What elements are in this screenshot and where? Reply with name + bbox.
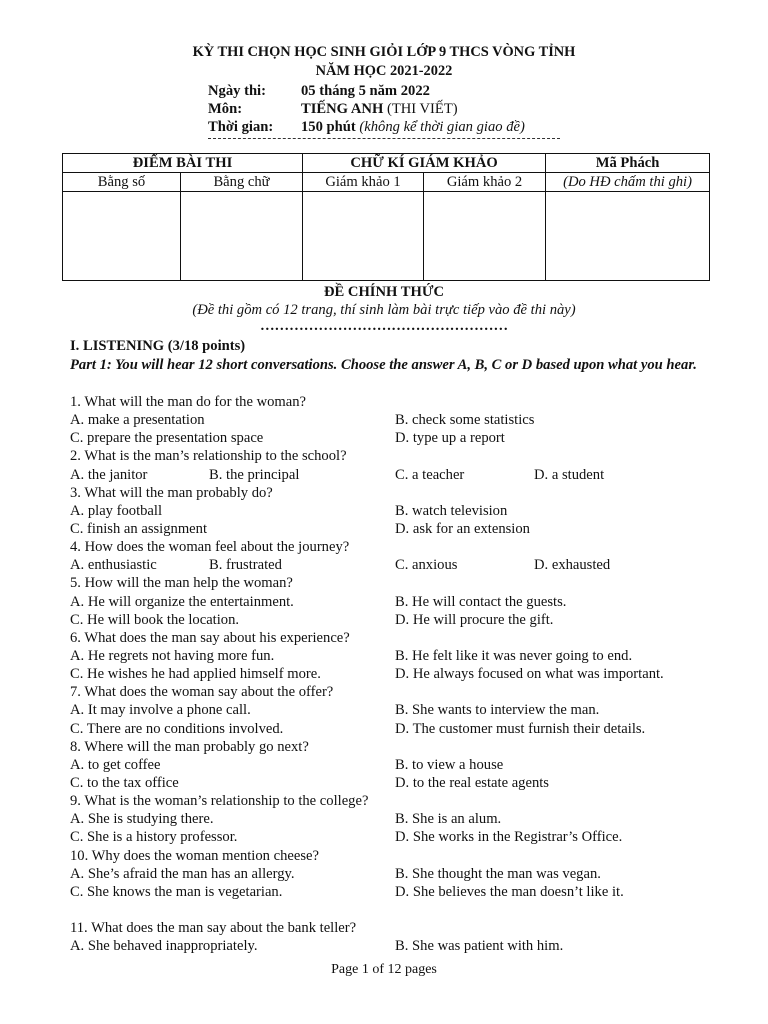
code-header: Mã Phách	[546, 154, 710, 173]
question-text: 1. What will the man do for the woman?	[70, 394, 307, 410]
question-item	[70, 792, 730, 846]
answer-option[interactable]: B. the principal	[209, 466, 300, 483]
answer-option[interactable]: D. He will procure the gift.	[395, 611, 554, 628]
part-instructions: Part 1: You will hear 12 short conversations. Choose the answer A, B, C or D based upon what you hear.	[70, 357, 697, 373]
answer-option[interactable]: B. to view a house	[395, 756, 504, 773]
school-year: NĂM HỌC 2021-2022	[315, 63, 453, 79]
options-row	[70, 502, 730, 520]
question-text: 5. How will the man help the woman?	[70, 575, 293, 592]
question-text: 7. What does the woman say about the offer?	[70, 684, 334, 701]
answer-option[interactable]: D. exhausted	[534, 557, 611, 574]
header-divider	[208, 138, 560, 139]
question-text: 3. What will the man probably do?	[70, 484, 273, 501]
question-text: 4. How does the woman feel about the journey?	[70, 539, 350, 556]
subject-value: TIẾNG ANH (THI VIẾT)	[301, 101, 458, 117]
score-in-number-header: Bằng số	[63, 173, 181, 192]
answer-option[interactable]: A. She is studying there.	[70, 811, 214, 828]
question-text: 2. What is the man’s relationship to the school?	[70, 448, 347, 465]
answer-option[interactable]: A. She’s afraid the man has an allergy.	[70, 865, 295, 882]
question-list	[70, 393, 730, 955]
answer-option[interactable]: D. type up a report	[395, 430, 505, 447]
answer-option[interactable]: B. He will contact the guests.	[395, 593, 567, 610]
answer-option[interactable]: B. watch television	[395, 502, 508, 519]
time-value: 150 phút (không kể thời gian giao đề)	[301, 119, 525, 135]
options-row	[70, 756, 730, 774]
answer-option[interactable]: A. She behaved inappropriately.	[70, 938, 258, 955]
exam-date-value: 05 tháng 5 năm 2022	[301, 83, 430, 99]
answer-option[interactable]: D. a student	[534, 466, 605, 483]
score-header: ĐIỂM BÀI THI	[63, 154, 303, 173]
section-heading: I. LISTENING (3/18 points)	[70, 338, 246, 354]
options-row	[70, 411, 730, 429]
options-row	[70, 865, 730, 883]
code-cell[interactable]	[546, 192, 710, 281]
answer-option[interactable]: A. to get coffee	[70, 756, 161, 773]
question-text: 8. Where will the man probably go next?	[70, 738, 309, 755]
answer-option[interactable]: B. She thought the man was vegan.	[395, 865, 601, 882]
answer-option[interactable]: B. check some statistics	[395, 412, 535, 429]
answer-option[interactable]: D. The customer must furnish their details.	[395, 720, 646, 737]
answer-option[interactable]: B. He felt like it was never going to end.	[395, 647, 633, 664]
question-item	[70, 447, 730, 483]
time-label: Thời gian:	[208, 119, 274, 135]
answer-option[interactable]: A. the janitor	[70, 466, 148, 483]
spacer	[70, 901, 730, 919]
question-item	[70, 484, 730, 538]
answer-option[interactable]: C. anxious	[395, 557, 458, 574]
options-row	[70, 556, 730, 574]
score-number-cell[interactable]	[63, 192, 181, 281]
question-item	[70, 847, 730, 901]
question-item	[70, 574, 730, 628]
answer-option[interactable]: D. to the real estate agents	[395, 774, 549, 791]
answer-option[interactable]: A. He will organize the entertainment.	[70, 593, 294, 610]
question-item	[70, 393, 730, 447]
question-item	[70, 629, 730, 683]
question-item	[70, 538, 730, 574]
answer-option[interactable]: B. She was patient with him.	[395, 938, 564, 955]
answer-option[interactable]: D. ask for an extension	[395, 520, 530, 537]
answer-option[interactable]: B. She wants to interview the man.	[395, 702, 600, 719]
answer-option[interactable]: C. There are no conditions involved.	[70, 720, 284, 737]
options-row	[70, 810, 730, 828]
options-row	[70, 429, 730, 447]
answer-option[interactable]: A. enthusiastic	[70, 557, 157, 574]
options-row	[70, 701, 730, 719]
answer-option[interactable]: A. make a presentation	[70, 412, 205, 429]
answer-option[interactable]: B. She is an alum.	[395, 811, 502, 828]
answer-option[interactable]: C. She knows the man is vegetarian.	[70, 883, 283, 900]
examiner-1-signature-cell[interactable]	[303, 192, 424, 281]
question-text: 11. What does the man say about the bank teller?	[70, 919, 357, 936]
options-row	[70, 883, 730, 901]
exam-title: KỲ THI CHỌN HỌC SINH GIỎI LỚP 9 THCS VÒNG TỈNH	[192, 44, 576, 60]
answer-option[interactable]: D. She works in the Registrar’s Office.	[395, 829, 623, 846]
official-label: ĐỀ CHÍNH THỨC	[323, 284, 444, 300]
score-in-words-header: Bằng chữ	[181, 173, 303, 192]
options-row	[70, 665, 730, 683]
answer-option[interactable]: C. He wishes he had applied himself more.	[70, 666, 321, 683]
answer-option[interactable]: C. to the tax office	[70, 774, 179, 791]
examiner-1-header: Giám khảo 1	[303, 173, 424, 192]
question-item	[70, 683, 730, 737]
options-row	[70, 520, 730, 538]
question-text: 9. What is the woman’s relationship to the college?	[70, 793, 369, 810]
dotted-divider: ……………………………………………	[259, 318, 509, 334]
options-row	[70, 828, 730, 846]
subject-label: Môn:	[208, 101, 243, 117]
score-words-cell[interactable]	[181, 192, 303, 281]
answer-option[interactable]: D. He always focused on what was important.	[395, 666, 664, 683]
answer-option[interactable]: D. She believes the man doesn’t like it.	[395, 883, 624, 900]
exam-note: (Đề thi gồm có 12 trang, thí sinh làm bài trực tiếp vào đề thi này)	[192, 302, 576, 318]
options-row	[70, 720, 730, 738]
answer-option[interactable]: B. frustrated	[209, 557, 282, 574]
answer-option[interactable]: A. It may involve a phone call.	[70, 702, 251, 719]
examiner-signature-header: CHỮ KÍ GIÁM KHẢO	[303, 154, 546, 173]
question-text: 10. Why does the woman mention cheese?	[70, 847, 319, 864]
options-row	[70, 593, 730, 611]
question-text: 6. What does the man say about his experience?	[70, 629, 350, 646]
examiner-2-signature-cell[interactable]	[424, 192, 546, 281]
options-row	[70, 611, 730, 629]
examiner-2-header: Giám khảo 2	[424, 173, 546, 192]
code-note-header: (Do HĐ chấm thi ghi)	[546, 173, 710, 192]
answer-option[interactable]: C. She is a history professor.	[70, 829, 238, 846]
options-row	[70, 466, 730, 484]
answer-option[interactable]: C. He will book the location.	[70, 611, 240, 628]
answer-option[interactable]: C. a teacher	[395, 466, 465, 483]
exam-date-label: Ngày thi:	[208, 83, 266, 99]
answer-option[interactable]: C. prepare the presentation space	[70, 430, 264, 447]
page-footer: Page 1 of 12 pages	[331, 962, 437, 977]
answer-option[interactable]: A. play football	[70, 502, 163, 519]
answer-option[interactable]: C. finish an assignment	[70, 520, 208, 537]
options-row	[70, 937, 730, 955]
question-item	[70, 919, 730, 955]
score-table	[62, 153, 710, 281]
options-row	[70, 647, 730, 665]
question-item	[70, 738, 730, 792]
answer-option[interactable]: A. He regrets not having more fun.	[70, 647, 275, 664]
options-row	[70, 774, 730, 792]
